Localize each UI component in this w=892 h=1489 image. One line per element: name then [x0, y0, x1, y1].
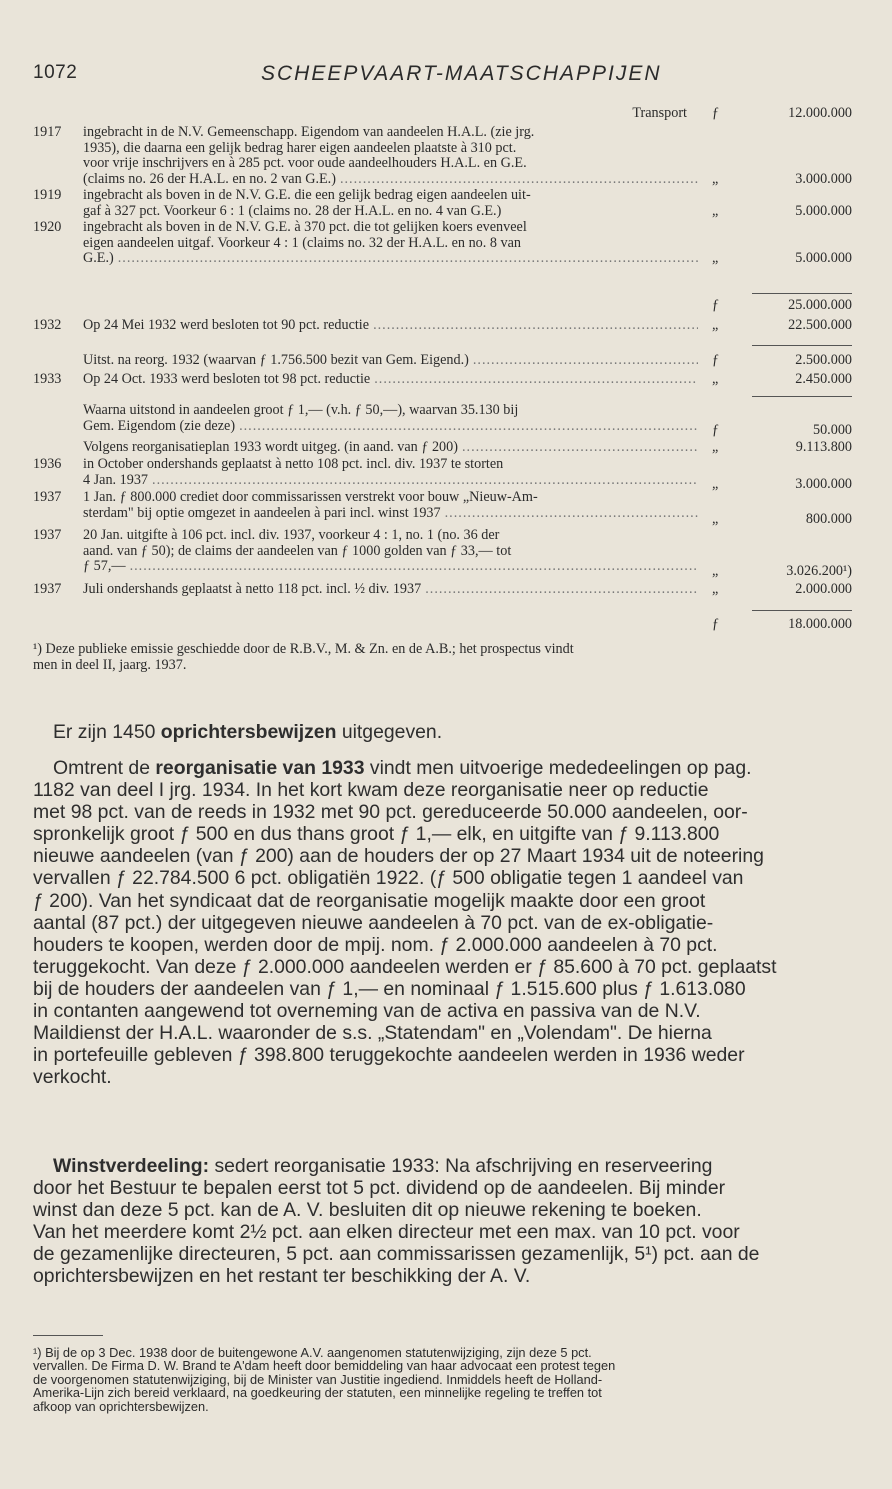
entry-text: 20 Jan. uitgifte à 106 pct. incl. div. 1937, voorkeur 4 : 1, no. 1 (no. 36 der — [83, 527, 500, 543]
entry-text: sterdam" bij optie omgezet in aandeelen à pari incl. winst 1937 — [83, 504, 441, 521]
total-row — [33, 617, 852, 633]
page-number: 1072 — [33, 62, 78, 83]
entry-text: Op 24 Oct. 1933 werd besloten tot 98 pct. reductie — [83, 371, 371, 387]
entry-1920 — [33, 220, 852, 268]
entry-text: voor vrije inschrijvers en à 285 pct. voor oude aandeelhouders H.A.L. en G.E. — [83, 155, 527, 172]
entry-amount: 22.500.000 — [788, 317, 852, 333]
entry-text: gaf à 327 pct. Voorkeur 6 : 1 (claims no. 28 der H.A.L. en no. 4 van G.E.) — [83, 202, 502, 219]
currency-sign: „ — [712, 439, 719, 455]
leader-dots — [425, 582, 698, 598]
leader-dots — [445, 506, 698, 522]
entry-text: Op 24 Mei 1932 werd besloten tot 90 pct. reductie — [83, 317, 370, 333]
after-reorg-row — [33, 353, 852, 369]
currency-sign: „ — [712, 250, 719, 267]
transport-row — [33, 106, 852, 122]
sum-rule — [752, 610, 852, 611]
entry-text: 4 Jan. 1937 — [83, 471, 149, 488]
currency-sign: „ — [712, 581, 719, 597]
entry-amount: 3.026.200¹) — [786, 563, 852, 579]
entry-1919 — [33, 188, 852, 220]
currency-sign: ƒ — [712, 352, 720, 368]
paragraph-founders-certificates: Er zijn 1450 oprichtersbewijzen uitgegeven. — [53, 721, 443, 743]
currency-sign: „ — [712, 317, 719, 333]
footnote-line: ¹) Bij de op 3 Dec. 1938 door de buitengewone A.V. aangenomen statutenwijziging, zijn deze 5 pct. — [33, 1345, 592, 1360]
entry-year: 1936 — [33, 456, 62, 472]
entry-amount: 3.000.000 — [795, 170, 852, 187]
entry-text: 1 Jan. ƒ 800.000 crediet door commissarissen verstrekt voor bouw „Nieuw-Am- — [83, 489, 538, 505]
leader-dots — [473, 353, 698, 369]
leader-dots — [152, 473, 698, 489]
footnote-1 — [33, 642, 852, 674]
body-line: Van het meerdere komt 2½ pct. aan elken directeur met een max. van 10 pct. voor — [33, 1221, 740, 1244]
footnote-line: ¹) Deze publieke emissie geschiedde door de R.B.V., M. & Zn. en de A.B.; het prospectus vindt — [33, 641, 574, 657]
body-line: winst dan deze 5 pct. kan de A. V. besluiten dit op nieuwe rekening te boeken. — [33, 1199, 702, 1222]
entry-year: 1937 — [33, 581, 62, 597]
paragraph-reorganisation: Omtrent de reorganisatie van 1933 vindt men uitvoerige mededeelingen op pag. 1182 van deel I jrg. 1934. In het kort kwam deze reorganisatie neer op reductie met 98 pct. van de reeds in 1932 met 90 pct. gereduceerde 50.000 aandeelen, oor- spronkelijk groot ƒ 500 en dus thans groot ƒ 1,— elk, en uitgifte van ƒ 9.113.800 nieuwe aandeelen (van ƒ 200) aan de houders der op 27 Maart 1934 uit de noteering vervallen ƒ 22.784.500 6 pct. obligatiën 1922. (ƒ 500 obligatie tegen 1 aandeel van ƒ 200). Van het syndicaat dat de reorganisatie mogelijk maakte door een groot aantal (87 pct.) der uitgegeven nieuwe aandeelen à 70 pct. van de ex-obligatie- houders te koopen, werden door de mpij. nom. ƒ 2.000.000 aandeelen à 70 pct. teruggekocht. Van deze ƒ 2.000.000 aandeelen werden er ƒ 85.600 à 70 pct. geplaatst bij de houders der aandeelen van ƒ 1,— en nominaal ƒ 1.515.600 plus ƒ 1.613.080 in contanten aangewend tot overneming van de activa en passiva van de N.V. Maildienst der H.A.L. waaronder de s.s. „Statendam" en „Volendam". De hierna in portefeuille gebleven ƒ 398.800 teruggekochte aandeelen werden in 1936 weder verkocht. — [33, 757, 852, 1088]
entry-year: 1920 — [33, 219, 62, 235]
entry-text: ƒ 57,— — [83, 558, 126, 575]
entry-year: 1933 — [33, 371, 62, 387]
entry-1937-jan-1 — [33, 489, 852, 527]
remaining-row — [33, 402, 852, 438]
body-line: door het Bestuur te bepalen eerst tot 5 pct. dividend op de aandeelen. Bij minder — [33, 1177, 726, 1200]
entry-year: 1937 — [33, 527, 62, 543]
currency-sign: „ — [712, 170, 719, 187]
reorg-plan-row — [33, 440, 852, 456]
leader-dots — [239, 419, 698, 435]
entry-text: eigen aandeelen uitgaf. Voorkeur 4 : 1 (claims no. 32 der H.A.L. en no. 8 van — [83, 234, 521, 251]
entry-1937-juli — [33, 582, 852, 598]
currency-sign: „ — [712, 511, 719, 527]
entry-amount: 5.000.000 — [795, 202, 852, 219]
leader-dots — [130, 559, 698, 575]
leader-dots — [374, 372, 698, 388]
entry-text: aand. van ƒ 50); de claims der aandeelen van ƒ 1000 golden van ƒ 33,— tot — [83, 542, 512, 559]
footnote-line: men in deel II, jaarg. 1937. — [33, 656, 187, 673]
body-line: houders te koopen, werden door de mpij. nom. ƒ 2.000.000 aandeelen à 70 pct. — [33, 933, 718, 956]
reduction-1933-row — [33, 372, 852, 388]
total-amount: 18.000.000 — [788, 616, 852, 632]
body-line: de gezamenlijke directeuren, 5 pct. aan commissarissen gezamenlijk, 5¹) pct. aan de — [33, 1243, 760, 1266]
entry-text: G.E.) — [83, 250, 114, 267]
sum-rule — [752, 345, 852, 346]
entry-amount: 9.113.800 — [795, 439, 852, 455]
entry-year: 1919 — [33, 187, 62, 203]
currency-sign: „ — [712, 476, 719, 492]
body-line: ƒ 200). Van het syndicaat dat de reorganisatie mogelijk maakte door een groot — [33, 889, 706, 912]
page-header — [33, 62, 852, 88]
body-line: in portefeuille gebleven ƒ 398.800 teruggekochte aandeelen werden in 1936 weder — [33, 1044, 745, 1067]
entry-1917 — [33, 125, 852, 188]
entry-amount: 50.000 — [812, 422, 852, 438]
body-line: in contanten aangewend tot overneming van de activa en passiva van de N.V. — [33, 1000, 701, 1023]
sum-rule — [752, 293, 852, 294]
body-line: Maildienst der H.A.L. waaronder de s.s. „Statendam" en „Volendam". De hierna — [33, 1022, 712, 1045]
footnote-line: de voorgenomen statutenwijziging, bij de Minister van Justitie ingediend. Inmiddels heeft de Holland- — [33, 1371, 603, 1387]
body-line: aantal (87 pct.) der uitgegeven nieuwe aandeelen à 70 pct. van de ex-obligatie- — [33, 911, 714, 934]
currency-sign: ƒ — [712, 105, 720, 121]
entry-amount: 3.000.000 — [795, 476, 852, 492]
body-line: verkocht. — [33, 1066, 112, 1089]
entry-text: Juli ondershands geplaatst à netto 118 pct. incl. ½ div. 1937 — [83, 581, 422, 597]
leader-dots — [118, 251, 698, 267]
footnote-line: vervallen. De Firma D. W. Brand te A'dam heeft door bemiddeling van haar advocaat een protest tegen — [33, 1358, 616, 1374]
footnote-line: Amerika-Lijn zich bereid verklaard, na goedkeuring der statuten, een minnelijke regeling te treffen tot — [33, 1385, 602, 1401]
entry-year: 1937 — [33, 489, 62, 505]
currency-sign: ƒ — [712, 616, 720, 632]
entry-year: 1917 — [33, 124, 62, 140]
entry-text: ingebracht in de N.V. Gemeenschapp. Eigendom van aandeelen H.A.L. (zie jrg. — [83, 124, 535, 140]
body-line: teruggekocht. Van deze ƒ 2.000.000 aandeelen werden er ƒ 85.600 à 70 pct. geplaatst — [33, 955, 777, 978]
entry-amount: 2.500.000 — [795, 352, 852, 368]
entry-1937-jan-20 — [33, 527, 852, 579]
currency-sign: „ — [712, 371, 719, 387]
entry-year: 1932 — [33, 317, 62, 333]
body-line: 1182 van deel I jrg. 1934. In het kort kwam deze reorganisatie neer op reductie — [33, 779, 709, 802]
page-title: SCHEEPVAART-MAATSCHAPPIJEN — [261, 62, 662, 85]
entry-amount: 800.000 — [805, 511, 852, 527]
entry-text: ingebracht als boven in de N.V. G.E. die een gelijk bedrag eigen aandeelen uit- — [83, 187, 531, 203]
currency-sign: ƒ — [712, 297, 720, 313]
entry-text: Volgens reorganisatieplan 1933 wordt uitgeg. (in aand. van ƒ 200) — [83, 439, 458, 455]
bold-term: reorganisatie van 1933 — [155, 757, 365, 779]
entry-text: 1935), die daarna een gelijk bedrag harer eigen aandeelen plaatste à 310 pct. — [83, 139, 517, 156]
entry-text: Uitst. na reorg. 1932 (waarvan ƒ 1.756.500 bezit van Gem. Eigend.) — [83, 352, 469, 368]
subtotal-row — [33, 298, 852, 314]
body-line: met 98 pct. van de reeds in 1932 met 90 pct. gereduceerde 50.000 aandeelen, oor- — [33, 801, 748, 824]
body-line: bij de houders der aandeelen van ƒ 1,— en nominaal ƒ 1.515.600 plus ƒ 1.613.080 — [33, 977, 746, 1000]
entry-text: Gem. Eigendom (zie deze) — [83, 417, 236, 434]
leader-dots — [462, 440, 698, 456]
leader-dots — [373, 318, 698, 334]
reduction-1932-row — [33, 318, 852, 334]
currency-sign: „ — [712, 563, 719, 579]
footnote-separator — [33, 1335, 103, 1336]
currency-sign: ƒ — [712, 422, 720, 438]
entry-amount: 5.000.000 — [795, 250, 852, 267]
bold-term: Winstverdeeling: — [53, 1155, 210, 1177]
paragraph-profit-distribution: Winstverdeeling: sedert reorganisatie 1933: Na afschrijving en reserveering door het Bestuur te bepalen eerst tot 5 pct. dividend op de aandeelen. Bij minder winst dan deze 5 pct. kan de A. V. besluiten dit op nieuwe rekening te boeken. Van het meerdere komt 2½ pct. aan elken directeur met een max. van 10 pct. voor de gezamenlijke directeuren, 5 pct. aan commissarissen gezamenlijk, 5¹) pct. aan de oprichtersbewijzen en het restant ter beschikking der A. V. — [33, 1155, 852, 1288]
entry-amount: 2.450.000 — [795, 371, 852, 387]
body-line: spronkelijk groot ƒ 500 en dus thans groot ƒ 1,— elk, en uitgifte van ƒ 9.113.800 — [33, 823, 720, 846]
footnote-2 — [33, 1346, 852, 1413]
entry-text: ingebracht als boven in de N.V. G.E. à 370 pct. die tot gelijken koers evenveel — [83, 219, 527, 235]
footnote-line: afkoop van oprichtersbewijzen. — [33, 1398, 209, 1414]
body-line: oprichtersbewijzen en het restant ter beschikking der A. V. — [33, 1265, 531, 1288]
entry-text: in October ondershands geplaatst à netto 108 pct. incl. div. 1937 te storten — [83, 456, 504, 472]
transport-label: Transport — [632, 105, 687, 121]
currency-sign: „ — [712, 202, 719, 219]
bold-term: oprichtersbewijzen — [160, 721, 337, 743]
leader-dots — [340, 172, 698, 188]
subtotal-amount: 25.000.000 — [788, 297, 852, 313]
entry-amount: 2.000.000 — [795, 581, 852, 597]
entry-text: (claims no. 26 der H.A.L. en no. 2 van G.E.) — [83, 170, 336, 187]
sum-rule — [752, 396, 852, 397]
transport-amount: 12.000.000 — [788, 105, 852, 121]
body-line: nieuwe aandeelen (van ƒ 200) aan de houders der op 27 Maart 1934 uit de noteering — [33, 845, 764, 868]
body-line: vervallen ƒ 22.784.500 6 pct. obligatiën 1922. (ƒ 500 obligatie tegen 1 aandeel van — [33, 867, 744, 890]
entry-text: Waarna uitstond in aandeelen groot ƒ 1,— (v.h. ƒ 50,—), waarvan 35.130 bij — [83, 402, 519, 418]
entry-1936 — [33, 456, 852, 492]
